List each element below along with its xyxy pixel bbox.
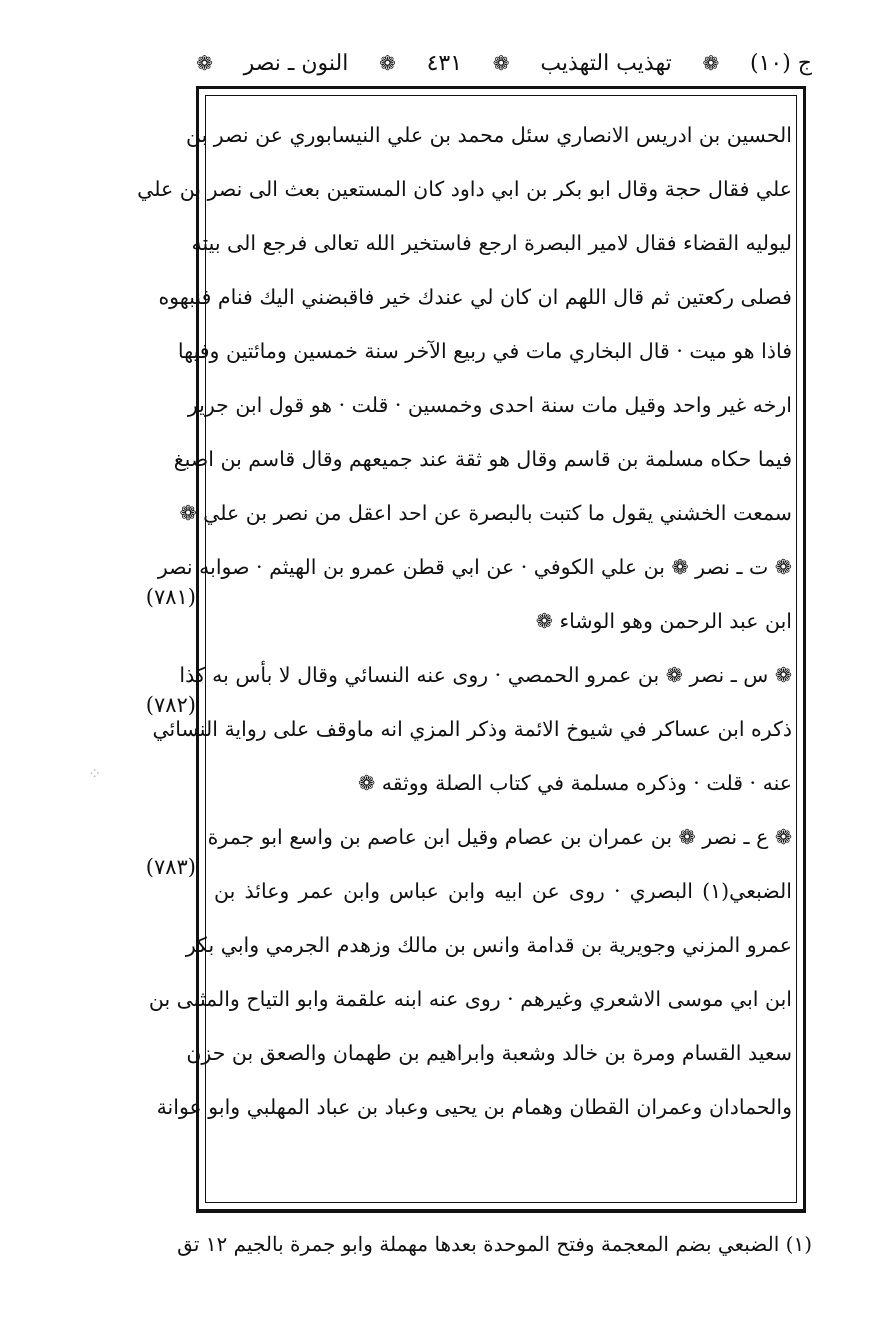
volume-label: ج (١٠) — [749, 50, 812, 76]
footnote-divider — [196, 1212, 806, 1213]
text-line: ابن عبد الرحمن وهو الوشاء ❁ — [535, 609, 792, 633]
text-line: سمعت الخشني يقول ما كتبت بالبصرة عن احد اعقل من نصر بن علي ❁ — [179, 501, 792, 525]
text-line: الضبعي(١) البصري · روى عن ابيه وابن عباس وابن عمر وعائذ بن — [214, 879, 792, 903]
text-line: ذكره ابن عساكر في شيوخ الائمة وذكر المزي انه ماوقف على رواية النسائي — [152, 717, 792, 741]
entry-781-line: ❁ ت ـ نصر ❁ بن علي الكوفي · عن ابي قطن عمرو بن الهيثم · صوابه نصر — [157, 555, 792, 579]
text-line: ليوليه القضاء فقال لامير البصرة ارجع فاستخير الله تعالى فرجع الى بيته — [191, 231, 792, 255]
page-header — [196, 40, 812, 86]
footnote: (١) الضبعي بضم المعجمة وفتح الموحدة بعدها مهملة وابو جمرة بالجيم ١٢ تق — [177, 1232, 812, 1256]
text-line: ابن ابي موسى الاشعري وغيرهم · روى عنه ابنه علقمة وابو التياح والمثنى بن — [148, 987, 792, 1011]
entry-783-line: ❁ ع ـ نصر ❁ بن عمران بن عصام وقيل ابن عاصم بن واسع ابو جمرة — [207, 825, 792, 849]
margin-speck-icon: ⁘ — [88, 764, 102, 783]
text-line: فصلى ركعتين ثم قال اللهم ان كان لي عندك خير فاقبضني اليك فنام فنبهوه — [158, 285, 792, 309]
text-line: عنه · قلت · وذكره مسلمة في كتاب الصلة ووثقه ❁ — [358, 771, 792, 795]
entry-number-783: (٧٨٣) — [145, 855, 196, 879]
ornament-icon: ❁ — [379, 51, 396, 75]
text-line: الحسين بن ادريس الانصاري سئل محمد بن علي النيسابوري عن نصر بن — [185, 123, 792, 147]
ornament-icon: ❁ — [196, 51, 213, 75]
text-line: والحمادان وعمران القطان وهمام بن يحيى وعباد بن عباد المهلبي وابو عوانة — [156, 1095, 792, 1119]
text-line: عمرو المزني وجويرية بن قدامة وانس بن مالك وزهدم الجرمي وابي بكر — [185, 933, 792, 957]
section-label: النون ـ نصر — [243, 50, 349, 76]
page-number: ٤٣١ — [426, 50, 463, 76]
text-line: فيما حكاه مسلمة بن قاسم وقال هو ثقة عند جميعهم وقال قاسم بن اصبغ — [173, 447, 792, 471]
entry-782-line: ❁ س ـ نصر ❁ بن عمرو الحمصي · روى عنه النسائي وقال لا بأس به كذا — [179, 663, 792, 687]
entry-number-782: (٧٨٢) — [145, 693, 196, 717]
text-line: فاذا هو ميت · قال البخاري مات في ربيع الآخر سنة خمسين ومائتين وفيها — [177, 339, 792, 363]
text-line: سعيد القسام ومرة بن خالد وشعبة وابراهيم بن طهمان والصعق بن حزن — [186, 1041, 792, 1065]
ornament-icon: ❁ — [702, 51, 720, 75]
entry-number-781: (٧٨١) — [145, 585, 196, 609]
text-line: علي فقال حجة وقال ابو بكر بن ابي داود كان المستعين بعث الى نصر بن علي — [137, 177, 792, 201]
text-line: ارخه غير واحد وقيل مات سنة احدى وخمسين · قلت · هو قول ابن جرير — [187, 393, 792, 417]
book-title: تهذيب التهذيب — [540, 50, 672, 76]
ornament-icon: ❁ — [492, 51, 510, 75]
